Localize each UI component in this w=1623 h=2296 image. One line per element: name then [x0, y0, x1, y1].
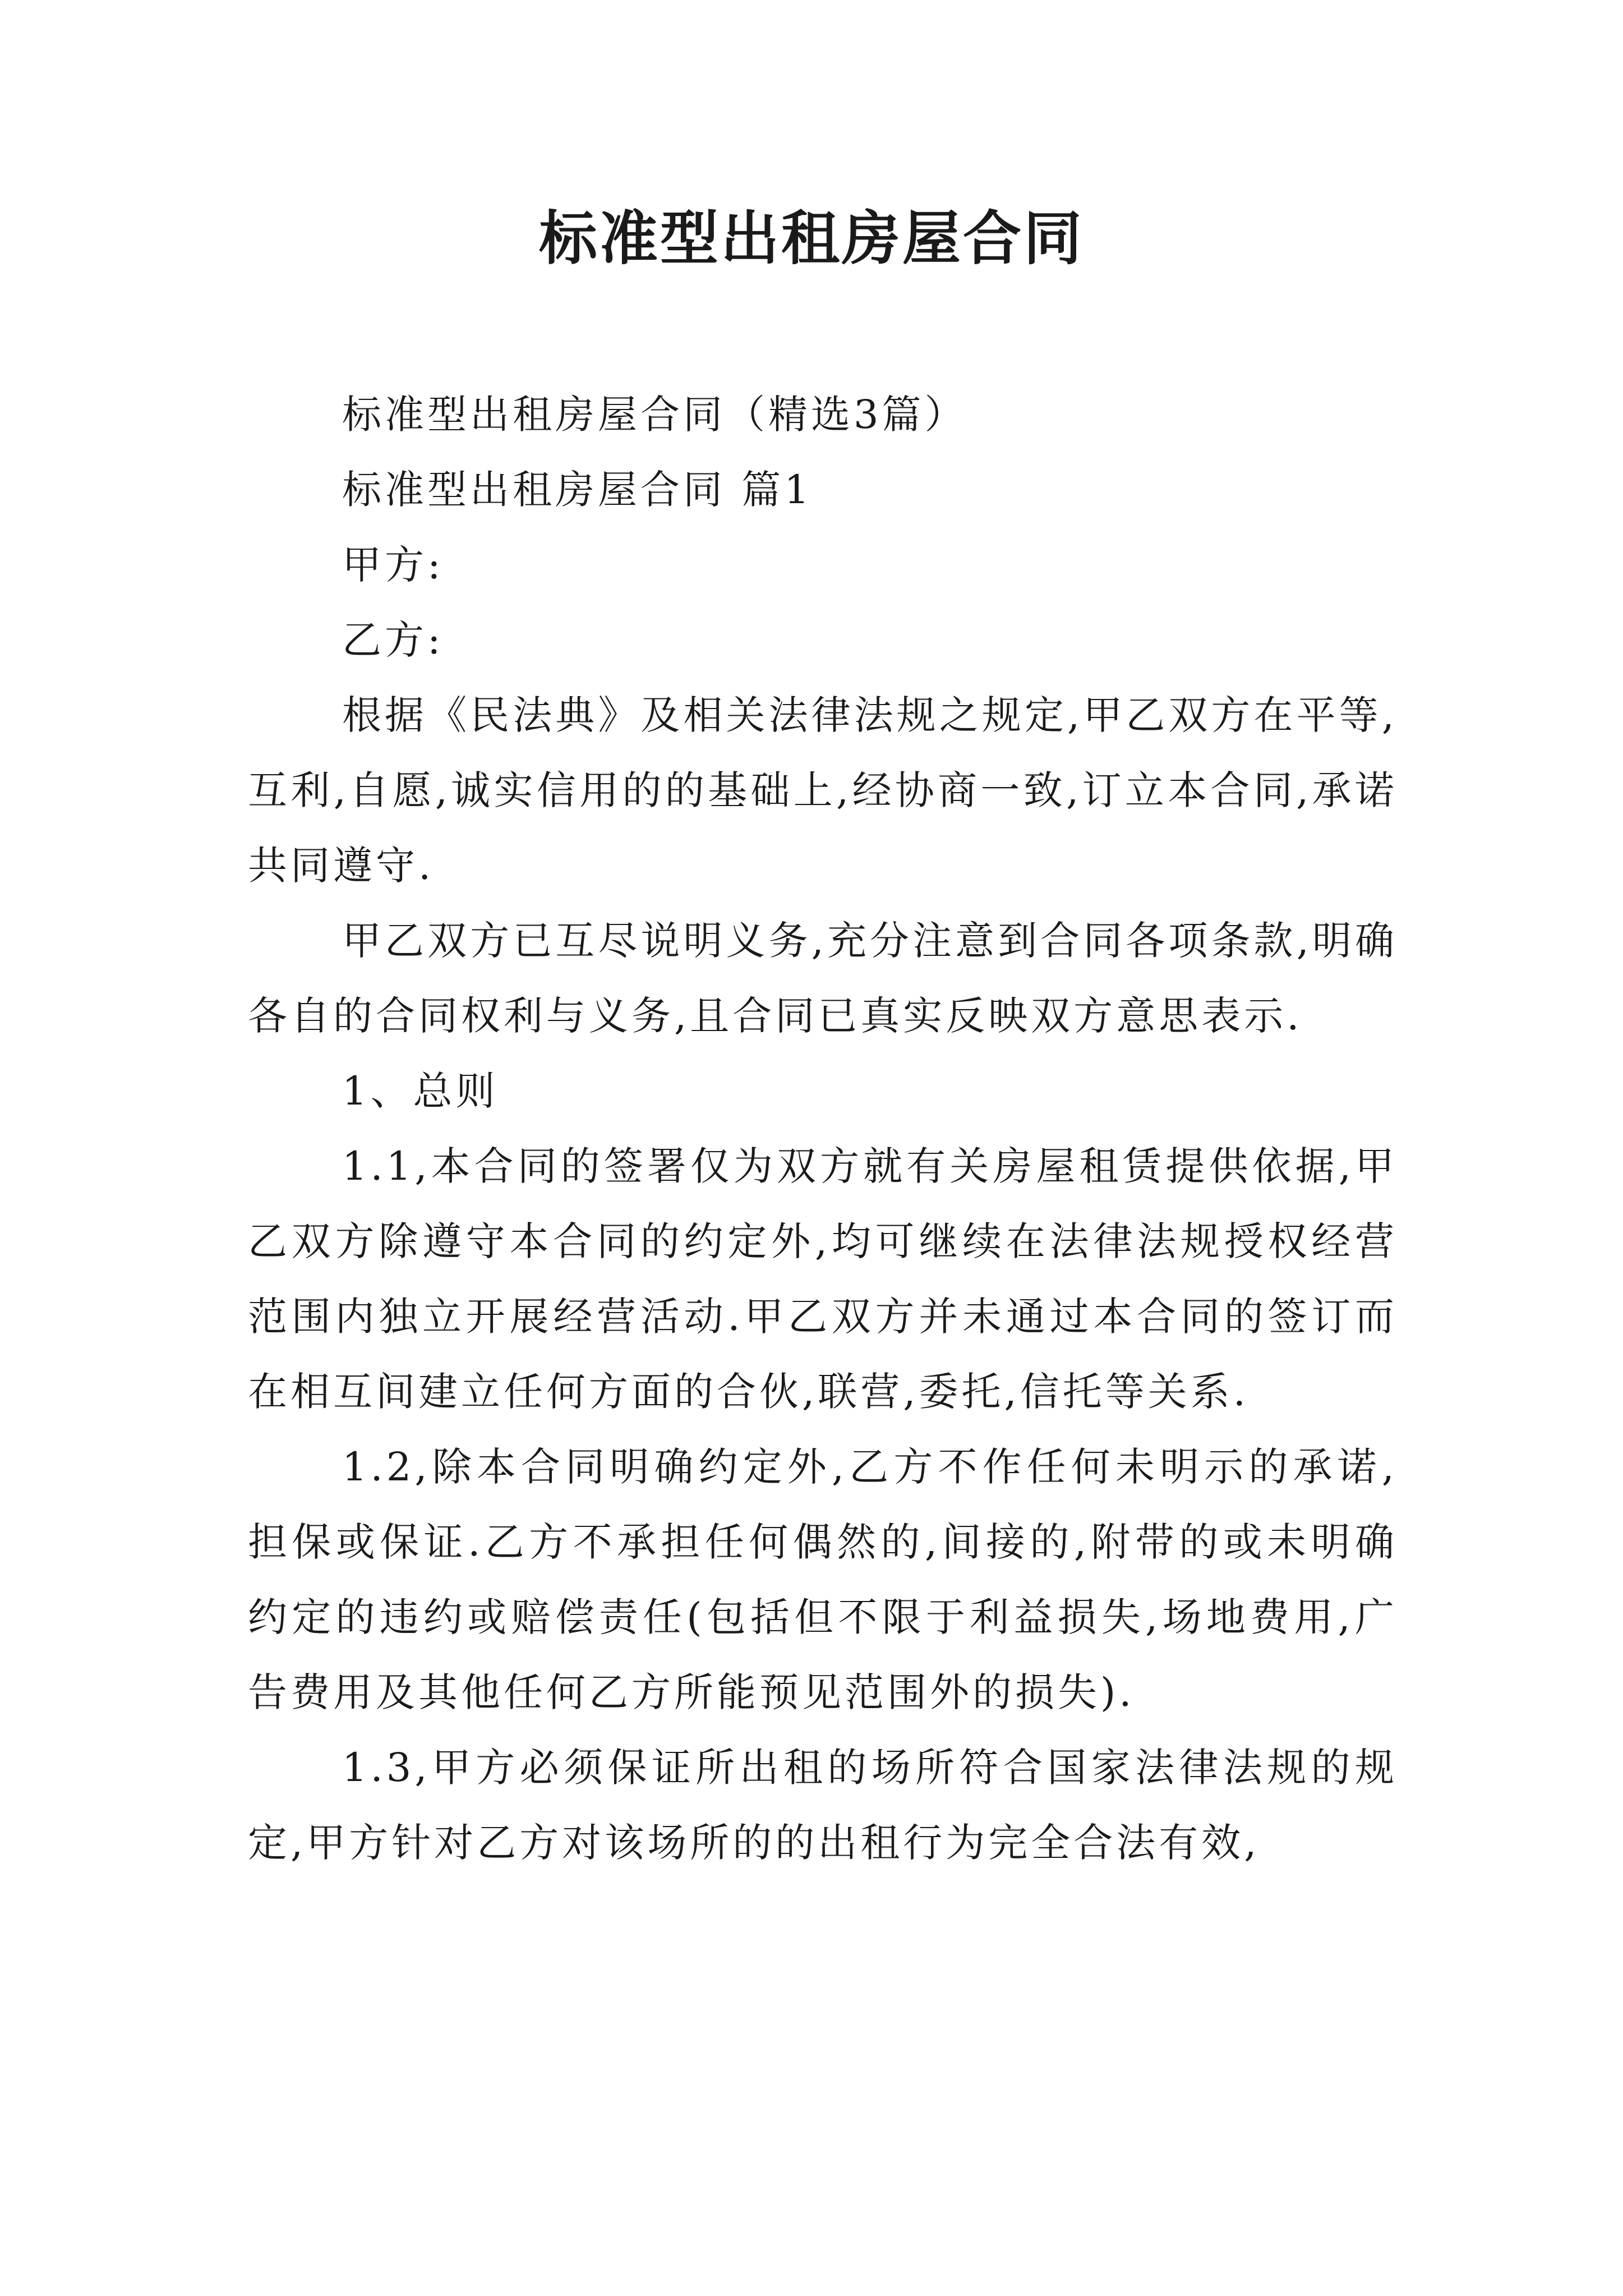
- document-title: 标准型出租房屋合同: [538, 204, 1084, 273]
- paragraph-clause-1-1: 1.1,本合同的签署仅为双方就有关房屋租赁提供依据,甲乙双方除遵守本合同的约定外,均可继续在法律法规授权经营范围内独立开展经营活动.甲乙双方并未通过本合同的签订而在相互间建立任何方面的合伙,联营,委托,信托等关系.: [248, 1143, 1398, 1415]
- paragraph-clause-1-2: 1.2,除本合同明确约定外,乙方不作任何未明示的承诺,担保或保证.乙方不承担任何偶然的,间接的,附带的或未明确约定的违约或赔偿责任(包括但不限于利益损失,场地费用,广告费用及其他任何乙方所能预见范围外的损失).: [248, 1444, 1398, 1715]
- document-body: [248, 377, 1398, 1880]
- paragraph-party-b: 乙方:: [342, 617, 444, 663]
- paragraph-clause-1-3: 1.3,甲方必须保证所出租的场所符合国家法律法规的规定,甲方针对乙方对该场所的的出租行为完全合法有效,: [248, 1745, 1398, 1866]
- paragraph-legal-basis: 根据《民法典》及相关法律法规之规定,甲乙双方在平等,互利,自愿,诚实信用的的基础上,经协商一致,订立本合同,承诺共同遵守.: [248, 692, 1398, 889]
- paragraph-subtitle: 标准型出租房屋合同（精选3篇）: [342, 392, 967, 438]
- paragraph-mutual-understanding: 甲乙双方已互尽说明义务,充分注意到合同各项条款,明确各自的合同权利与义务,且合同已真实反映双方意思表示.: [248, 918, 1398, 1039]
- paragraph-party-a: 甲方:: [342, 542, 444, 588]
- paragraph-section-heading: 标准型出租房屋合同 篇1: [342, 467, 813, 513]
- paragraph-general-heading: 1、总则: [342, 1068, 499, 1114]
